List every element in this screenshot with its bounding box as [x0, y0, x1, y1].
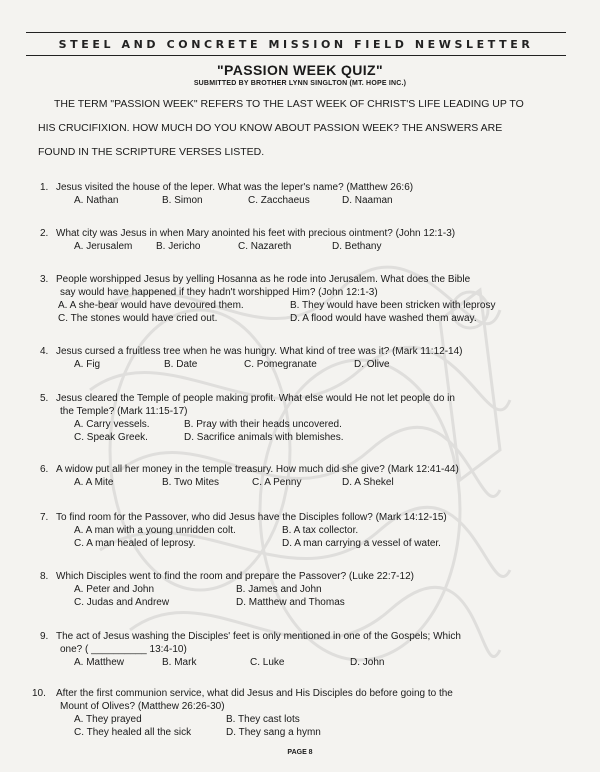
option: C. Speak Greek. [74, 432, 148, 443]
option: A. A Mite [74, 477, 114, 488]
option: A. Carry vessels. [74, 419, 150, 430]
question-number: 6. [40, 464, 49, 475]
page-number: PAGE 8 [287, 749, 313, 756]
question-7 [40, 511, 570, 550]
option: B. Pray with their heads uncovered. [184, 419, 342, 430]
option: A. Matthew [74, 657, 125, 668]
option: B. Simon [162, 195, 203, 206]
option: B. They cast lots [226, 714, 300, 725]
option: B. They would have been stricken with leprosy [290, 300, 496, 311]
option: A. Jerusalem [74, 241, 133, 252]
option: D. A man carrying a vessel of water. [282, 538, 441, 549]
question-8 [40, 570, 570, 609]
option: C. Nazareth [238, 241, 292, 252]
question-stem: To find room for the Passover, who did Jesus have the Disciples follow? (Mark 14:12-15) [56, 512, 447, 523]
option: B. Mark [162, 657, 197, 668]
option: B. Two Mites [162, 477, 220, 488]
option: A. Nathan [74, 195, 119, 206]
question-5 [40, 392, 570, 444]
option: A. Fig [74, 359, 101, 370]
option: C. Zacchaeus [248, 195, 310, 206]
question-number: 2. [40, 228, 49, 239]
option: A. A she-bear would have devoured them. [58, 300, 244, 311]
question-stem: What city was Jesus in when Mary anointed his feet with precious ointment? (John 12:1-3) [56, 228, 456, 239]
question-stem: Which Disciples went to find the room and prepare the Passover? (Luke 22:7-12) [56, 571, 414, 582]
option: B. Jericho [156, 241, 201, 252]
option: B. James and John [236, 584, 322, 595]
question-number: 9. [40, 631, 49, 642]
quiz-title: "PASSION WEEK QUIZ" [216, 62, 384, 78]
question-number: 5. [40, 393, 49, 404]
option: A. Peter and John [74, 584, 155, 595]
intro-paragraph [38, 92, 568, 164]
question-stem: Mount of Olives? (Matthew 26:26-30) [60, 701, 225, 712]
question-number: 8. [40, 571, 49, 582]
question-10 [32, 687, 562, 739]
option: D. Sacrifice animals with blemishes. [184, 432, 344, 443]
question-stem: Jesus cleared the Temple of people making profit. What else would He not let people do in [56, 393, 455, 404]
question-number: 10. [32, 688, 46, 699]
option: D. Olive [354, 359, 390, 370]
question-number: 3. [40, 274, 49, 285]
option: B. Date [164, 359, 198, 370]
question-stem: say would have happened if they hadn't worshipped Him? (John 12:1-3) [60, 287, 378, 298]
question-stem: one? ( __________ 13:4-10) [60, 644, 187, 655]
option: C. Judas and Andrew [74, 597, 170, 608]
question-3 [40, 273, 570, 325]
option: D. They sang a hymn [226, 727, 321, 738]
newsletter-banner: STEEL AND CONCRETE MISSION FIELD NEWSLETTER [26, 32, 566, 56]
option: C. They healed all the sick [74, 727, 192, 738]
option: C. Luke [250, 657, 285, 668]
question-number: 7. [40, 512, 49, 523]
option: D. A Shekel [342, 477, 394, 488]
option: C. A man healed of leprosy. [74, 538, 196, 549]
option: A. A man with a young unridden colt. [74, 525, 236, 536]
option: B. A tax collector. [282, 525, 359, 536]
question-number: 4. [40, 346, 49, 357]
question-stem: Jesus cursed a fruitless tree when he was hungry. What kind of tree was it? (Mark 11:12-14) [56, 346, 463, 357]
question-stem: People worshipped Jesus by yelling Hosanna as he rode into Jerusalem. What does the Bible [56, 274, 471, 285]
question-2 [40, 227, 570, 253]
intro-line: THE TERM "PASSION WEEK" REFERS TO THE LAST WEEK OF CHRIST'S LIFE LEADING UP TO [54, 98, 524, 110]
submitted-by: SUBMITTED BY BROTHER LYNN SINGLTON (MT. HOPE INC.) [193, 80, 407, 87]
question-stem: The act of Jesus washing the Disciples' feet is only mentioned in one of the Gospels; Which [56, 631, 461, 642]
option: C. A Penny [252, 477, 302, 488]
question-stem: A widow put all her money in the temple treasury. How much did she give? (Mark 12:41-44) [56, 464, 459, 475]
question-4 [40, 345, 570, 371]
question-6 [40, 463, 570, 489]
option: D. A flood would have washed them away. [290, 313, 477, 324]
option: C. Pomegranate [244, 359, 317, 370]
question-9 [40, 630, 570, 669]
intro-line: HIS CRUCIFIXION. HOW MUCH DO YOU KNOW ABOUT PASSION WEEK? THE ANSWERS ARE [38, 122, 503, 134]
question-stem: the Temple? (Mark 11:15-17) [60, 406, 188, 417]
option: D. John [350, 657, 385, 668]
question-number: 1. [40, 182, 49, 193]
intro-line: FOUND IN THE SCRIPTURE VERSES LISTED. [38, 146, 265, 158]
option: A. They prayed [74, 714, 142, 725]
option: D. Bethany [332, 241, 382, 252]
question-1 [40, 181, 570, 207]
question-stem: After the first communion service, what did Jesus and His Disciples do before going to the [56, 688, 453, 699]
option: C. The stones would have cried out. [58, 313, 218, 324]
option: D. Matthew and Thomas [236, 597, 345, 608]
question-stem: Jesus visited the house of the leper. What was the leper's name? (Matthew 26:6) [56, 182, 414, 193]
option: D. Naaman [342, 195, 393, 206]
